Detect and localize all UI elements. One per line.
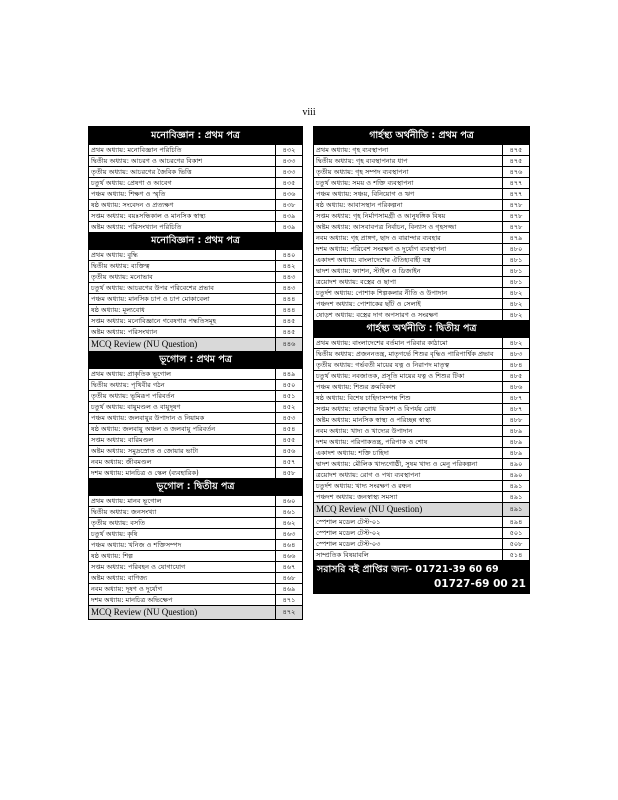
page-ref: ৪৬০ (275, 496, 302, 506)
chapter-title: দশম অধ্যায়: মানচিত্র অভিক্ষেপ (91, 596, 173, 604)
toc-row (89, 506, 302, 517)
page-ref: ৪৩৩ (275, 167, 302, 177)
chapter-title: দ্বাদশ অধ্যায়: মৌলিক খাদ্যগোষ্ঠী, সুষম খাদ্য ও মেনু পরিকল্পনা (316, 460, 478, 468)
toc-row (314, 210, 529, 221)
page-ref: ৪৮৯ (502, 448, 529, 458)
toc-row (314, 309, 529, 320)
toc-row (314, 155, 529, 166)
chapter-title: ত্রয়োদশ অধ্যায়: রোগ ও পথ্য ব্যবস্থাপনা (316, 471, 421, 479)
toc-row (89, 155, 302, 166)
page-ref: ৪৩২ (275, 145, 302, 155)
page-ref: ৪৫৫ (275, 435, 302, 445)
chapter-title: দ্বিতীয় অধ্যায়: প্রজননতন্ত্র, মাতৃগর্ভে শিশুর বৃদ্ধিও পারিপার্শ্বিক প্রভাব (316, 350, 494, 358)
chapter-title: তৃতীয় অধ্যায়: গৃহ সম্পদ ব্যবস্থাপনা (316, 168, 409, 176)
chapter-title: ষষ্ঠ অধ্যায়: বিশেষ চাহিদাসম্পন্ন শিশু (316, 394, 411, 402)
chapter-title: অষ্টম অধ্যায়: বাণিজ্য (91, 574, 148, 582)
section-heading: গার্হস্থ্য অর্থনীতি : দ্বিতীয় পত্র (314, 320, 529, 337)
chapter-title: সপ্তম অধ্যায়: গৃহ নির্মাণসামগ্রী ও আনুষঙ্গিক বিষয় (316, 212, 446, 220)
toc-row (314, 243, 529, 254)
toc-row (89, 177, 302, 188)
chapter-title: অষ্টম অধ্যায়: পরিসংখ্যান পরিচিতি (91, 223, 182, 231)
page-ref: ৪৬১ (275, 507, 302, 517)
toc-row (314, 516, 529, 527)
page-ref: ৪৮১ (502, 277, 529, 287)
mcq-review-row (89, 337, 302, 351)
page-ref: ৪৯১ (502, 481, 529, 491)
chapter-title: চতুর্থ অধ্যায়: প্রেষণা ও আবেগ (91, 179, 172, 187)
chapter-title: ষষ্ঠ অধ্যায়: সংবেদন ও প্রত্যক্ষণ (91, 201, 174, 209)
page-ref: ৪৮৪ (502, 360, 529, 370)
page-ref: ৪৮৮ (502, 415, 529, 425)
toc-row (89, 379, 302, 390)
toc-row (89, 260, 302, 271)
page-ref: ৪৮০ (502, 244, 529, 254)
page-ref: ৪৬৮ (275, 573, 302, 583)
page-ref: ৪৭৭ (502, 178, 529, 188)
chapter-title: নবম অধ্যায়: গৃহ প্রাঙ্গণ, ছাদ ও বারান্দার ব্যবহার (316, 234, 441, 242)
chapter-title: চতুর্থ অধ্যায়: আচরণের উপর পরিবেশের প্রভাব (91, 284, 214, 292)
page-ref: ৪৭৭ (502, 189, 529, 199)
chapter-title: দ্বাদশ অধ্যায়: ফ্যাশন, স্টাইল ও ডিজাইন (316, 267, 421, 275)
page-ref: ৪৫৩ (275, 413, 302, 423)
chapter-title: নবম অধ্যায়: দূষণ ও দুর্যোগ (91, 585, 163, 593)
chapter-title: চতুর্দশ অধ্যায়: খাদ্য সংরক্ষণ ও রন্ধন (316, 482, 412, 490)
page-ref: ৪৬৭ (275, 562, 302, 572)
toc-row (314, 298, 529, 309)
page-ref: ৪৮৭ (502, 393, 529, 403)
page-ref: ৪৭২ (275, 606, 302, 619)
toc-row (89, 368, 302, 379)
toc-row (89, 390, 302, 401)
toc-row (314, 425, 529, 436)
chapter-title: প্রথম অধ্যায়: বুদ্ধি (91, 251, 138, 259)
toc-row (89, 293, 302, 304)
chapter-title: ত্রয়োদশ অধ্যায়: বস্ত্রের ও ছাপা (316, 278, 397, 286)
toc-row (89, 445, 302, 456)
page-ref: ৪৩৯ (275, 222, 302, 232)
toc-row (314, 458, 529, 469)
chapter-title: পঞ্চম অধ্যায়: শিশুর ক্রমবিকাশ (316, 383, 396, 391)
toc-row (314, 221, 529, 232)
chapter-title: পঞ্চম অধ্যায়: খনিজ ও শক্তিসম্পদ (91, 541, 182, 549)
toc-row (89, 315, 302, 326)
page-ref: ৪৪৩ (275, 272, 302, 282)
toc-row (89, 401, 302, 412)
toc-row (314, 232, 529, 243)
section-heading: মনোবিজ্ঞান : প্রথম পত্র (89, 232, 302, 249)
chapter-title: পঞ্চম অধ্যায়: শিক্ষণ ও স্মৃতি (91, 190, 166, 198)
toc-row (89, 210, 302, 221)
section-heading: ভূগোল : প্রথম পত্র (89, 351, 302, 368)
page-ref: ৪৭৫ (502, 145, 529, 155)
toc-row (89, 282, 302, 293)
chapter-title: দশম অধ্যায়: পরিবেশ সংরক্ষণ ও দুর্যোগ ব্যবস্থাপনা (316, 245, 447, 253)
chapter-title: MCQ Review (NU Question) (91, 607, 198, 617)
chapter-title: সাম্প্রতিক বিষয়াবলি (316, 551, 369, 559)
chapter-title: পঞ্চদশ অধ্যায়: পোশাকের ছাঁট ও সেলাই (316, 300, 421, 308)
chapter-title: প্রথম অধ্যায়: মনোবিজ্ঞান পরিচিতি (91, 146, 182, 154)
toc-row (314, 447, 529, 458)
page-ref: ৪৫২ (275, 402, 302, 412)
toc-row (314, 381, 529, 392)
chapter-title: স্পেশাল মডেল টেস্ট-০২ (316, 529, 381, 537)
chapter-title: প্রথম অধ্যায়: গৃহ ব্যবস্থাপনা (316, 146, 389, 154)
toc-row (314, 287, 529, 298)
page-ref: ৪৮৯ (502, 437, 529, 447)
chapter-title: অষ্টম অধ্যায়: আসবাবপত্র নির্বাচন, বিন্যাস ও গৃহসজ্জা (316, 223, 457, 231)
page-ref: ৪৫০ (275, 380, 302, 390)
toc-row (89, 517, 302, 528)
mcq-review-row (89, 605, 302, 619)
page-ref: ৪৮৩ (502, 349, 529, 359)
page-ref: ৪৭৯ (502, 233, 529, 243)
page-ref: ৪৫১ (275, 391, 302, 401)
section-heading: ভূগোল : দ্বিতীয় পত্র (89, 478, 302, 495)
toc-row (89, 221, 302, 232)
page-ref: ৪৭৫ (502, 156, 529, 166)
page-ref: ৫০১ (502, 528, 529, 538)
page-ref: ৪৬৪ (275, 540, 302, 550)
toc-row (314, 348, 529, 359)
page-number: viii (302, 107, 316, 118)
toc-row (89, 528, 302, 539)
right-column-toc (313, 126, 530, 594)
toc-row (314, 144, 529, 155)
toc-row (89, 326, 302, 337)
chapter-title: সপ্তম অধ্যায়: মনোবিজ্ঞানে গবেষণার পদ্ধতিসমূহ (91, 317, 217, 325)
toc-row (89, 594, 302, 605)
toc-row (89, 561, 302, 572)
toc-row (89, 583, 302, 594)
chapter-title: একাদশ অধ্যায়: বাংলাদেশের ঐতিহ্যবাহী বস্ত্র (316, 256, 431, 264)
toc-row (314, 392, 529, 403)
chapter-title: তৃতীয় অধ্যায়: মনোভাব (91, 273, 153, 281)
right-column-table (313, 126, 530, 561)
page-ref: ৪৪২ (275, 261, 302, 271)
page-ref: ৪৮৫ (502, 371, 529, 381)
page-ref: ৪৫৬ (275, 446, 302, 456)
toc-row (89, 550, 302, 561)
toc-row (314, 414, 529, 425)
page-ref: ৪৪০ (275, 250, 302, 260)
page-ref: ৪৬৯ (275, 584, 302, 594)
page-ref: ৫০৮ (502, 539, 529, 549)
page-ref: ৪৭৮ (502, 200, 529, 210)
page-ref: ৪৪৪ (275, 305, 302, 315)
page-ref: ৪৩৯ (275, 211, 302, 221)
chapter-title: প্রথম অধ্যায়: মানব ভূগোল (91, 497, 162, 505)
chapter-title: তৃতীয় অধ্যায়: আচরণের জৈবিক ভিত্তি (91, 168, 192, 176)
toc-row (89, 412, 302, 423)
chapter-title: ষষ্ঠ অধ্যায়: মূল্যবোধ (91, 306, 145, 314)
page-ref: ৪৭৮ (502, 222, 529, 232)
page-ref: ৪৮২ (502, 288, 529, 298)
chapter-title: চতুর্থ অধ্যায়: নবজাতক, প্রসূতি মায়ের যত্ন ও শিশুর টিকা (316, 372, 465, 380)
chapter-title: চতুর্থ অধ্যায়: সময় ও শক্তি ব্যবস্থাপনা (316, 179, 414, 187)
chapter-title: ষষ্ঠ অধ্যায়: জলবায়ু অঞ্চল ও জলবায়ু পরিবর্তন (91, 425, 216, 433)
page-ref: ৪৬৬ (275, 551, 302, 561)
page-ref: ৪৩৮ (275, 200, 302, 210)
chapter-title: দ্বিতীয় অধ্যায়: ব্যক্তিত্ব (91, 262, 150, 270)
toc-row (314, 276, 529, 287)
mcq-review-row (314, 502, 529, 516)
chapter-title: সপ্তম অধ্যায়: পরিবহন ও যোগাযোগ (91, 563, 186, 571)
toc-row (314, 254, 529, 265)
chapter-title: MCQ Review (NU Question) (316, 504, 423, 514)
chapter-title: দশম অধ্যায়: মানচিত্র ও স্কেল (ব্যবহারিক) (91, 469, 199, 477)
toc-row (314, 480, 529, 491)
chapter-title: পঞ্চম অধ্যায়: সঞ্চয়, বিনিয়োগ ও ঋণ (316, 190, 415, 198)
toc-row (89, 423, 302, 434)
chapter-title: সপ্তম অধ্যায়: তারুণ্যের বিকাশ ও বিপর্যয় রোধ (316, 405, 436, 413)
page-ref: ৫১৪ (502, 550, 529, 560)
chapter-title: নবম অধ্যায়: খাদ্য ও খাদ্যের উপাদান (316, 427, 413, 435)
toc-row (314, 436, 529, 447)
chapter-title: সপ্তম অধ্যায়: বারিমণ্ডল (91, 436, 154, 444)
chapter-title: পঞ্চদশ অধ্যায়: জনস্বাস্থ্য সমস্যা (316, 493, 398, 501)
page-ref: ৪৮১ (502, 266, 529, 276)
chapter-title: দ্বিতীয় অধ্যায়: গৃহ ব্যবস্থাপনার ধাপ (316, 157, 408, 165)
toc-row (314, 177, 529, 188)
page-ref: ৪৮২ (502, 338, 529, 348)
left-column-toc (88, 126, 303, 620)
chapter-title: ষষ্ঠ অধ্যায়: আবাসস্থান পরিকল্পনা (316, 201, 403, 209)
toc-row (89, 304, 302, 315)
toc-row (314, 199, 529, 210)
page-ref: ৪৮৯ (502, 426, 529, 436)
toc-row (314, 337, 529, 348)
chapter-title: অষ্টম অধ্যায়: পরিসংখ্যান (91, 328, 158, 336)
toc-row (314, 265, 529, 276)
section-heading: মনোবিজ্ঞান : প্রথম পত্র (89, 127, 302, 144)
page-ref: ৪৪৯ (275, 369, 302, 379)
toc-row (89, 539, 302, 550)
page-ref: ৪৯০ (502, 470, 529, 480)
chapter-title: পঞ্চম অধ্যায়: জলবায়ুর উপাদান ও নিয়ামক (91, 414, 205, 422)
toc-row (89, 456, 302, 467)
toc-row (89, 249, 302, 260)
page-ref: ৪৫৮ (275, 468, 302, 478)
chapter-title: ষোড়শ অধ্যায়: বস্ত্রের দাগ অপসারণ ও সংরক্ষণ (316, 311, 438, 319)
toc-row (314, 527, 529, 538)
page-ref: ৪৮২ (502, 299, 529, 309)
page-ref: ৪৩৩ (275, 156, 302, 166)
toc-row (89, 467, 302, 478)
chapter-title: সপ্তম অধ্যায়: বয়ঃসন্ধিকাল ও মানসিক স্বাস্থ্য (91, 212, 206, 220)
chapter-title: ষষ্ঠ অধ্যায়: শিল্প (91, 552, 133, 560)
page-ref: ৪৮২ (502, 310, 529, 320)
page-ref: ৪৭৬ (502, 167, 529, 177)
page-ref: ৪৯৪ (502, 517, 529, 527)
toc-row (314, 370, 529, 381)
chapter-title: দ্বিতীয় অধ্যায়: আচরণ ও আচরণের বিকাশ (91, 157, 203, 165)
toc-row (89, 434, 302, 445)
page-ref: ৪৩৫ (275, 178, 302, 188)
chapter-title: প্রথম অধ্যায়: প্রাকৃতিক ভূগোল (91, 370, 172, 378)
toc-row (89, 188, 302, 199)
chapter-title: স্পেশাল মডেল টেস্ট-০১ (316, 518, 381, 526)
page-ref: ৪৭৮ (502, 211, 529, 221)
toc-row (314, 166, 529, 177)
chapter-title: তৃতীয় অধ্যায়: গর্ভবতী মায়ের যত্ন ও নিরাপদ মাতৃত্ব (316, 361, 450, 369)
chapter-title: অষ্টম অধ্যায়: সমুদ্রস্রোত ও জোয়ার ভাটা (91, 447, 199, 455)
toc-row (89, 166, 302, 177)
chapter-title: তৃতীয় অধ্যায়: বসতি (91, 519, 146, 527)
page-ref: ৪৮৭ (502, 404, 529, 414)
page-ref: ৪৯১ (502, 492, 529, 502)
chapter-title: নবম অধ্যায়: জীবমণ্ডল (91, 458, 152, 466)
chapter-title: দ্বিতীয় অধ্যায়: জনসংখ্যা (91, 508, 157, 516)
chapter-title: প্রথম অধ্যায়: বাংলাদেশের বর্তমান পরিবার কাঠামো (316, 339, 448, 347)
page-ref: ৪৬৩ (275, 529, 302, 539)
contact-banner (313, 561, 530, 594)
chapter-title: চতুর্দশ অধ্যায়: পোশাক শিল্পকলার নীতি ও উপাদান (316, 289, 448, 297)
toc-row (89, 271, 302, 282)
toc-row (89, 495, 302, 506)
page-ref: ৪৪৩ (275, 283, 302, 293)
page-ref: ৪৩৬ (275, 189, 302, 199)
toc-row (314, 188, 529, 199)
toc-row (314, 549, 529, 560)
chapter-title: তৃতীয় অধ্যায়: ভূমিরূপ পরিবর্তন (91, 392, 175, 400)
toc-row (89, 144, 302, 155)
page-ref: ৪৪৪ (275, 294, 302, 304)
chapter-title: দ্বিতীয় অধ্যায়: পৃথিবীর গঠন (91, 381, 165, 389)
chapter-title: স্পেশাল মডেল টেস্ট-০৩ (316, 540, 381, 548)
page-ref: ৪৮৬ (502, 382, 529, 392)
contact-line-2: 01727-69 00 21 (433, 578, 526, 590)
toc-row (89, 572, 302, 583)
toc-row (314, 359, 529, 370)
chapter-title: চতুর্থ অধ্যায়: বায়ুমণ্ডল ও বায়ুদূষণ (91, 403, 181, 411)
chapter-title: দশম অধ্যায়: পরিপাকতন্ত্র, পরিপাক ও শোষ (316, 438, 428, 446)
page-ref: ৪৫৭ (275, 457, 302, 467)
page-ref: ৪৬২ (275, 518, 302, 528)
chapter-title: একাদশ অধ্যায়: শক্তি চাহিদা (316, 449, 389, 457)
chapter-title: চতুর্থ অধ্যায়: কৃষি (91, 530, 138, 538)
page-ref: ৪৪৬ (275, 338, 302, 351)
page-ref: ৪৯০ (502, 459, 529, 469)
chapter-title: অষ্টম অধ্যায়: মানসিক স্বাস্থ্য ও পরিচ্ছন্ন স্বাস্থ্য (316, 416, 431, 424)
page-ref: ৪৯১ (502, 503, 529, 516)
chapter-title: MCQ Review (NU Question) (91, 339, 198, 349)
toc-row (89, 199, 302, 210)
page-ref: ৪৪৫ (275, 327, 302, 337)
toc-row (314, 403, 529, 414)
page-ref: ৪৪৫ (275, 316, 302, 326)
page-ref: ৪৭১ (275, 595, 302, 605)
page-ref: ৪৮১ (502, 255, 529, 265)
page-ref: ৪৫৪ (275, 424, 302, 434)
toc-row (314, 491, 529, 502)
section-heading: গার্হস্থ্য অর্থনীতি : প্রথম পত্র (314, 127, 529, 144)
contact-line-1: সরাসরি বই প্রাপ্তির জন্য- 01721-39 60 69 (317, 564, 499, 575)
toc-row (314, 538, 529, 549)
toc-row (314, 469, 529, 480)
chapter-title: পঞ্চম অধ্যায়: মানসিক চাপ ও চাপ মোকাবেলা (91, 295, 210, 303)
